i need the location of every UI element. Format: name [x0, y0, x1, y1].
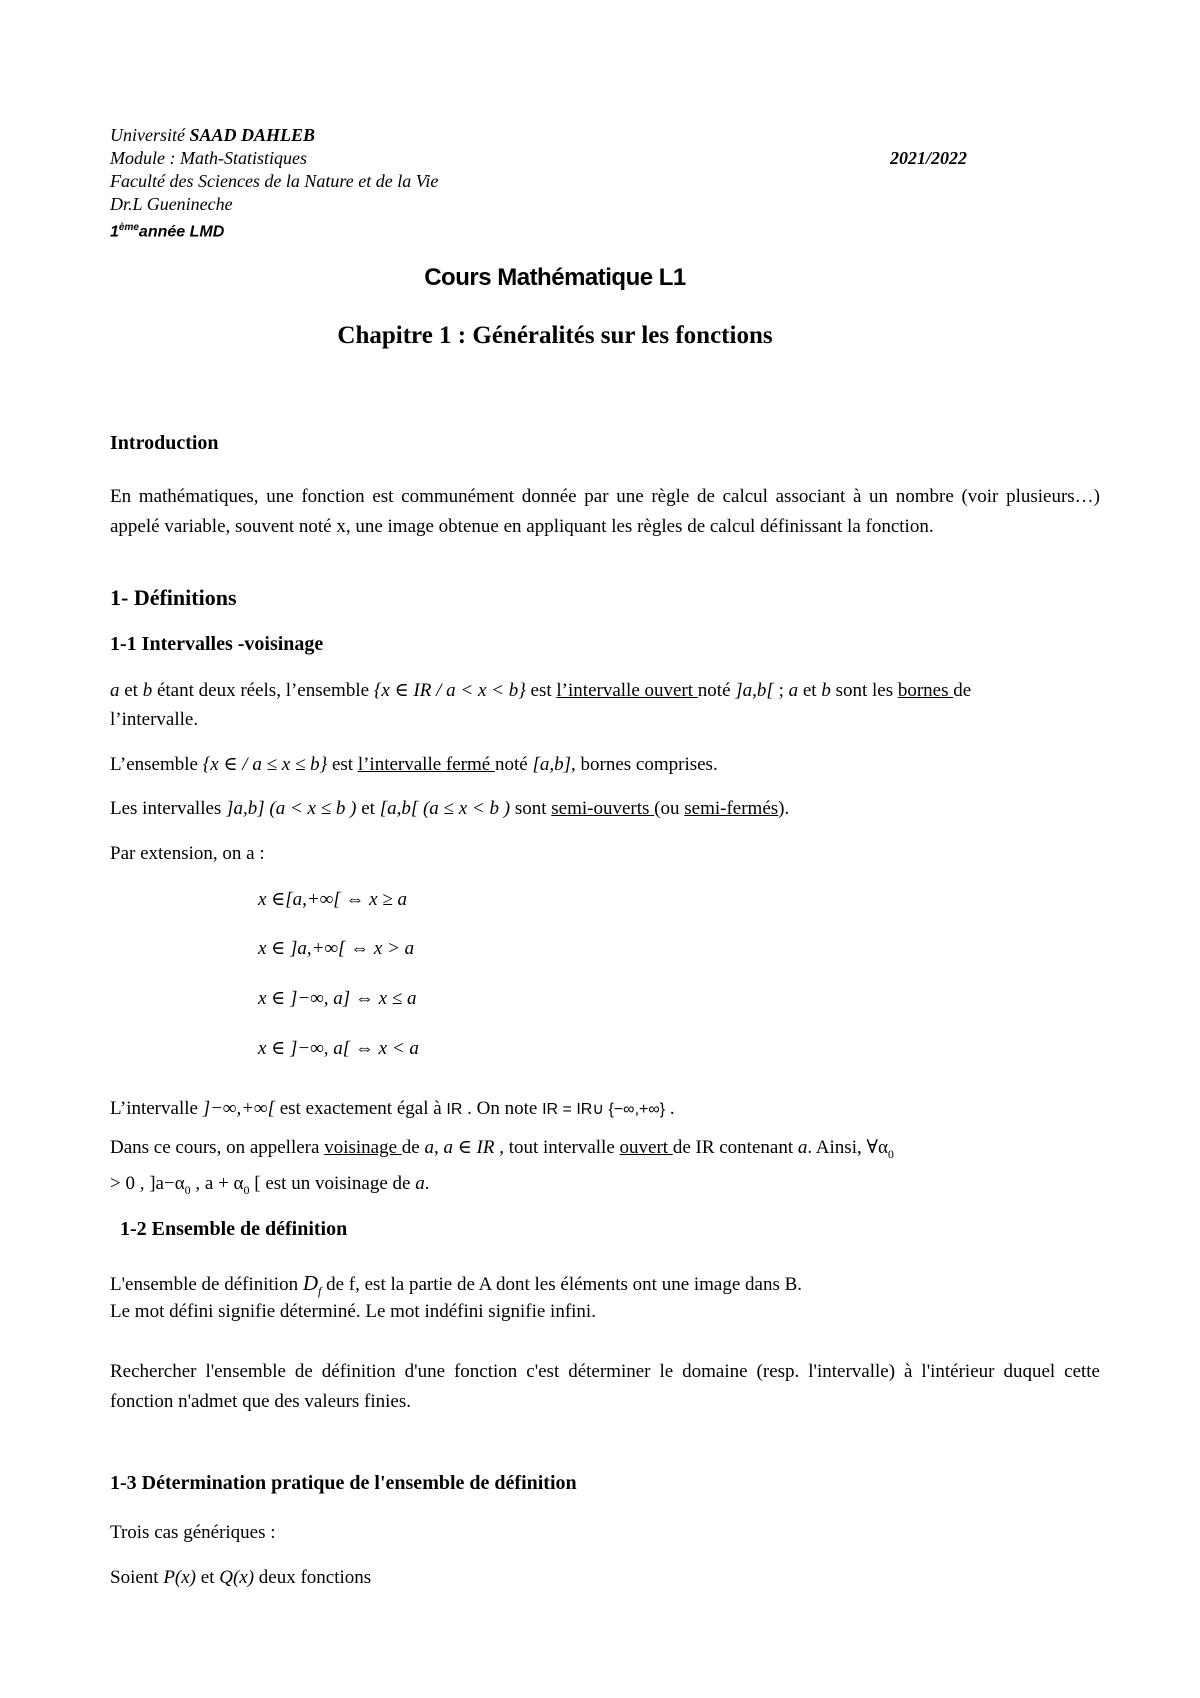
university-line: Université SAAD DAHLEB: [110, 125, 316, 145]
academic-year: 2021/2022: [890, 148, 968, 168]
section-1-3-heading: 1-3 Détermination pratique de l'ensemble de définition: [110, 1472, 577, 1494]
real-line-note: L’intervalle ]−∞,+∞[ est exactement égal à IR . On note IR = IR∪ {−∞,+∞} .: [110, 1098, 675, 1119]
equation-4: x ∈ ]−∞, a[ ⇔ x < a: [258, 1038, 419, 1059]
neighbourhood-definition-cont: > 0 , ]$a-\alpha_0$ , $a + \alpha_0$ [ est un voisinage de a.: [110, 1173, 430, 1197]
closed-interval-definition: L’ensemble {x ∈ / a ≤ x ≤ b} est l’intervalle fermé noté [a,b], bornes comprises.: [110, 754, 718, 775]
equation-2: x ∈ ]a,+∞[ ⇔ x > a: [258, 938, 415, 959]
neighbourhood-definition: Dans ce cours, on appellera voisinage de a, a ∈ IR , tout intervalle ouvert de IR contenant a. Ainsi, $\forall\alpha_0$: [110, 1137, 894, 1161]
open-interval-definition-cont: l’intervalle.: [110, 709, 199, 730]
university-name: SAAD DAHLEB: [189, 125, 316, 145]
functions-p-q: Soient P(x) et Q(x) deux fonctions: [110, 1567, 372, 1588]
domain-definition: L'ensemble de définition $D_f$ de f, est la partie de A dont les éléments ont une image dans B.: [110, 1271, 803, 1298]
extension-intro: Par extension, on a :: [110, 843, 265, 864]
equation-1: x ∈[a,+∞[ ⇔ x ≥ a: [258, 889, 408, 910]
semi-open-intervals: Les intervalles ]a,b] (a < x ≤ b ) et [a,b[ (a ≤ x < b ) sont semi-ouverts (ou semi-fermés).: [110, 798, 790, 819]
chapter-title: Chapitre 1 : Généralités sur les fonctions: [337, 322, 773, 349]
faculty-line: Faculté des Sciences de la Nature et de la Vie: [110, 171, 439, 191]
intro-heading: Introduction: [110, 432, 219, 454]
section-1-1-heading: 1-1 Intervalles -voisinage: [110, 633, 324, 655]
generic-cases-intro: Trois cas génériques :: [110, 1522, 276, 1543]
level-line: 1èmeannée LMD: [110, 222, 225, 241]
intro-paragraph: En mathématiques, une fonction est communément donnée par une règle de calcul associant à un nombre (voir plusieurs…) appelé variable, souvent noté x, une image obtenue en appliquant les règles de calcul définissant la fonction.: [110, 486, 1100, 537]
teacher-line: Dr.L Guenineche: [110, 194, 233, 214]
module-line: Module : Math-Statistiques: [110, 148, 307, 168]
defined-meaning: Le mot défini signifie déterminé. Le mot indéfini signifie infini.: [110, 1301, 596, 1322]
section-1-heading: 1- Définitions: [110, 585, 237, 610]
section-1-2-heading: 1-2 Ensemble de définition: [120, 1218, 348, 1240]
open-interval-definition: a et b étant deux réels, l’ensemble {x ∈ IR / a < x < b} est l’intervalle ouvert noté ]a,b[ ; a et b sont les bornes de: [110, 680, 972, 701]
domain-search-paragraph: Rechercher l'ensemble de définition d'une fonction c'est déterminer le domaine (resp. l'intervalle) à l'intérieur duquel cette fonction n'admet que des valeurs finies.: [110, 1361, 1100, 1412]
equation-3: x ∈ ]−∞, a] ⇔ x ≤ a: [258, 988, 417, 1009]
course-title: Cours Mathématique L1: [424, 264, 686, 291]
